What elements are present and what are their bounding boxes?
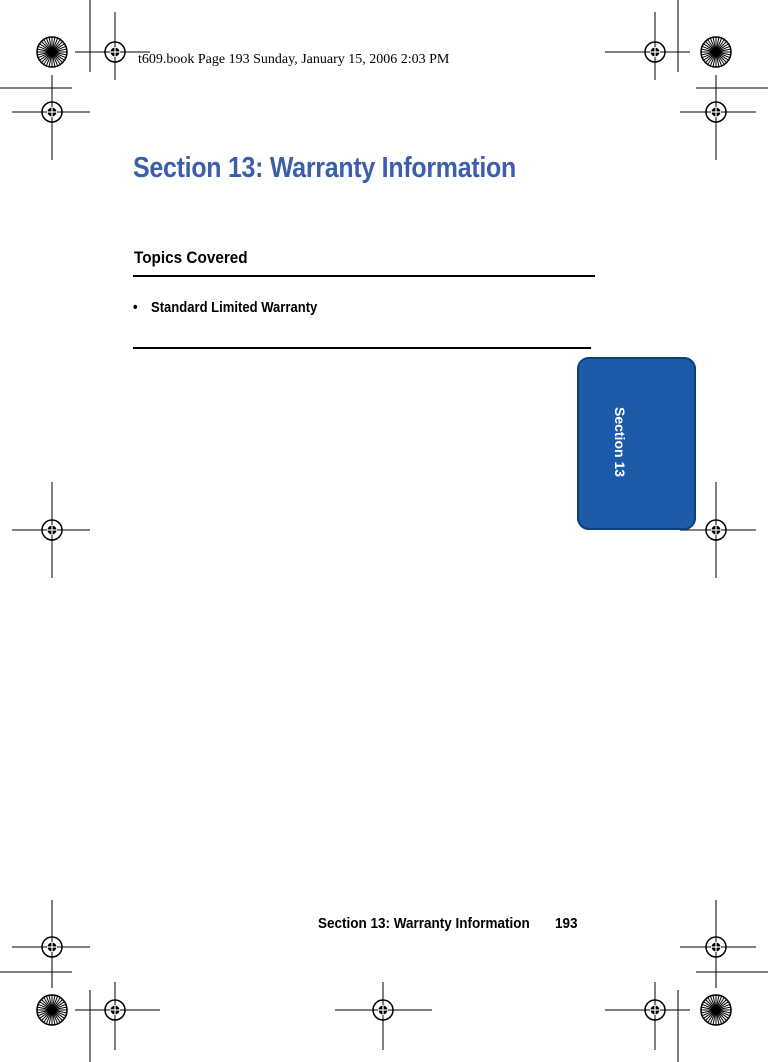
footer-section-title: Section 13: Warranty Information [318,915,530,932]
page-title: Section 13: Warranty Information [133,152,516,184]
section-tab [577,357,696,530]
page-footer [318,915,578,932]
topics-covered-heading: Topics Covered [134,248,248,267]
print-slug-line: t609.book Page 193 Sunday, January 15, 2006 2:03 PM [138,52,450,67]
topics-list [133,300,338,316]
section-tab-label: Section 13 [612,406,628,478]
divider-top [133,275,595,277]
topic-label: Standard Limited Warranty [151,300,318,316]
list-item [133,300,317,316]
divider-bottom [133,347,591,349]
bullet-icon: • [133,300,138,316]
page-number: 193 [554,915,578,932]
